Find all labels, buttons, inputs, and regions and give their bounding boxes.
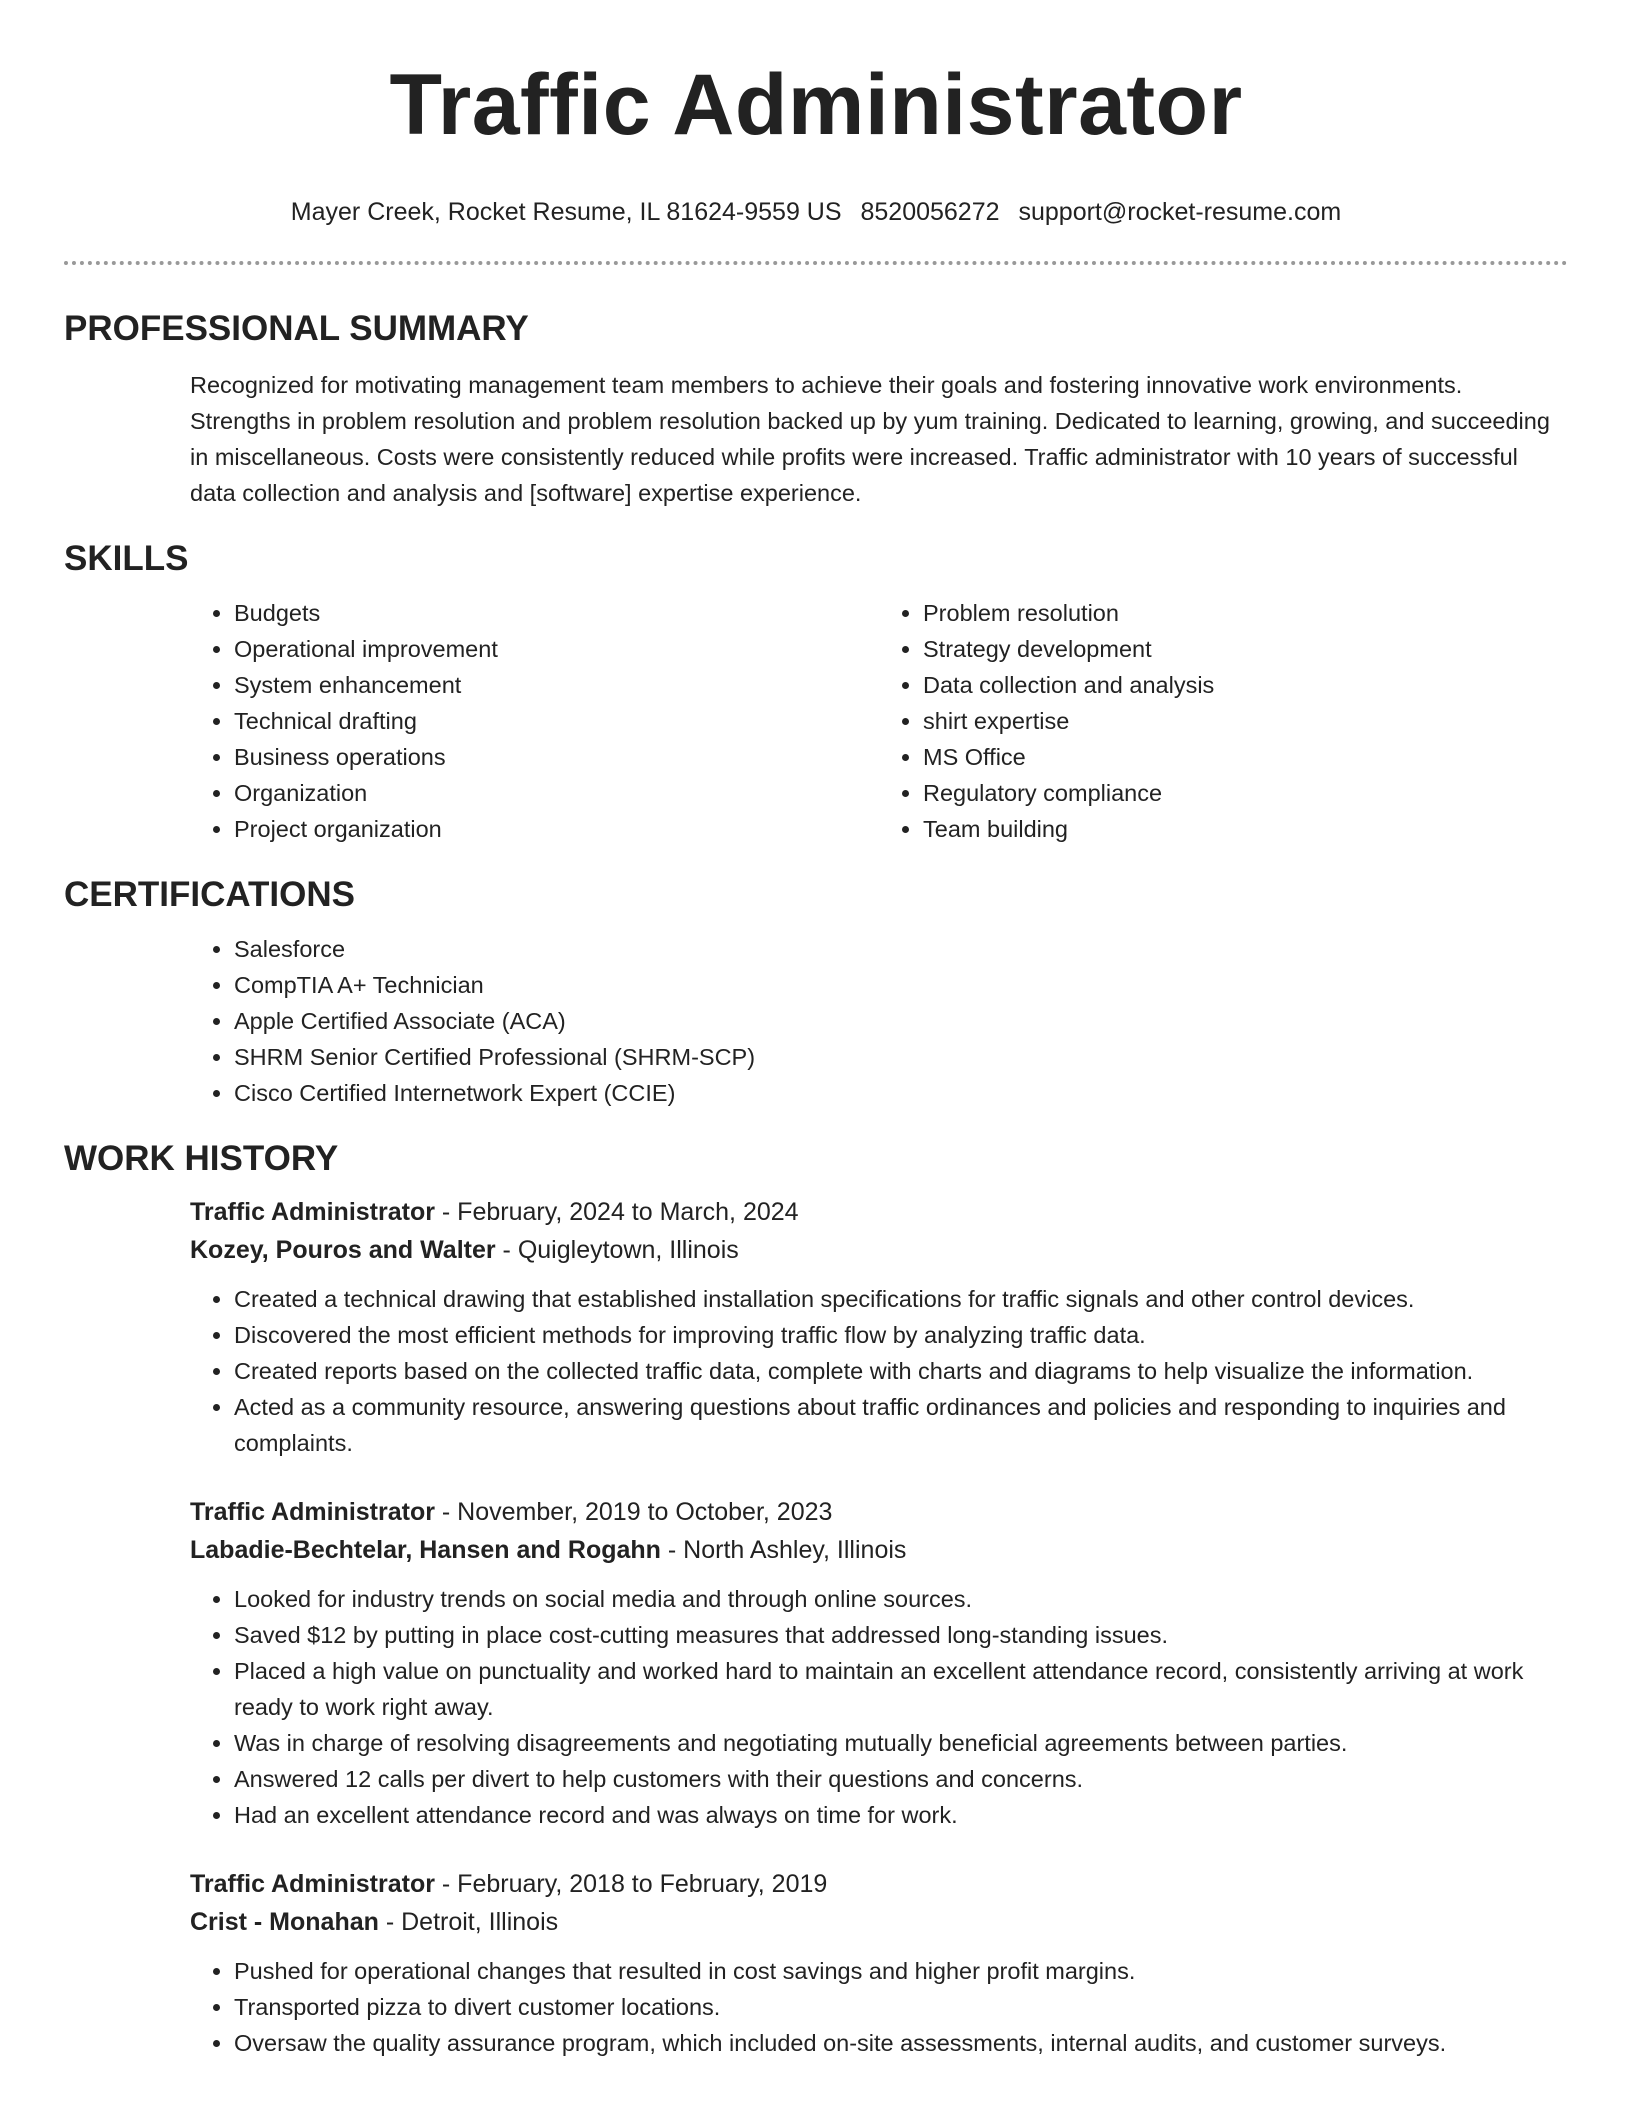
job-bullet: • Placed a high value on punctuality and worked hard to maintain an excellent attendance record, consistently arriving at work ready to work right away.: [234, 1653, 1568, 1725]
job-company: Labadie-Bechtelar, Hansen and Rogahn: [190, 1536, 661, 1564]
job-dates: - February, 2018 to February, 2019: [434, 1870, 828, 1898]
job-entry: [190, 1193, 1568, 1461]
certifications-list: [190, 931, 1568, 1111]
skills-list: [190, 595, 1568, 847]
skill-item: • Technical drafting: [234, 703, 879, 739]
job-dates: - February, 2024 to March, 2024: [434, 1198, 799, 1226]
skill-item: • Operational improvement: [234, 631, 879, 667]
job-bullets: [190, 1281, 1568, 1461]
skill-item: • Business operations: [234, 739, 879, 775]
contact-email: support@rocket-resume.com: [1018, 198, 1342, 226]
job-bullet: • Looked for industry trends on social media and through online sources.: [234, 1581, 1568, 1617]
job-company: Kozey, Pouros and Walter: [190, 1236, 496, 1264]
job-bullet: • Created reports based on the collected traffic data, complete with charts and diagrams to help visualize the information.: [234, 1353, 1568, 1389]
certifications-title: CERTIFICATIONS: [64, 875, 356, 914]
skill-item: • Data collection and analysis: [923, 667, 1568, 703]
resume-page: [64, 0, 1568, 2061]
contact-phone: 8520056272: [860, 198, 1000, 226]
skills-column-right: [879, 595, 1568, 847]
skill-item: • MS Office: [923, 739, 1568, 775]
skill-item: • Problem resolution: [923, 595, 1568, 631]
skill-item: • System enhancement: [234, 667, 879, 703]
skills-title: SKILLS: [64, 539, 189, 578]
job-bullet: • Saved $12 by putting in place cost-cutting measures that addressed long-standing issues.: [234, 1617, 1568, 1653]
job-bullet: • Discovered the most efficient methods for improving traffic flow by analyzing traffic data.: [234, 1317, 1568, 1353]
certification-item: • Cisco Certified Internetwork Expert (CCIE): [234, 1075, 1568, 1111]
job-bullet: • Acted as a community resource, answering questions about traffic ordinances and policies and responding to inquiries and complaints.: [234, 1389, 1568, 1461]
job-bullets: [190, 1581, 1568, 1833]
certification-item: • CompTIA A+ Technician: [234, 967, 1568, 1003]
job-bullet: • Answered 12 calls per divert to help customers with their questions and concerns.: [234, 1761, 1568, 1797]
skill-item: • Team building: [923, 811, 1568, 847]
job-title-line: [190, 1193, 1568, 1231]
certification-item: • Salesforce: [234, 931, 1568, 967]
summary-title: PROFESSIONAL SUMMARY: [64, 309, 529, 348]
certification-item: • Apple Certified Associate (ACA): [234, 1003, 1568, 1039]
job-title-line: [190, 1493, 1568, 1531]
job-bullet: • Created a technical drawing that established installation specifications for traffic signals and other control devices.: [234, 1281, 1568, 1317]
job-location: - Detroit, Illinois: [378, 1908, 559, 1936]
job-entry: [190, 1493, 1568, 1833]
work-history-title: WORK HISTORY: [64, 1139, 339, 1178]
job-company-line: [190, 1231, 1568, 1269]
job-bullet: • Had an excellent attendance record and was always on time for work.: [234, 1797, 1568, 1833]
skill-item: • shirt expertise: [923, 703, 1568, 739]
job-role: Traffic Administrator: [190, 1198, 435, 1226]
job-company: Crist - Monahan: [190, 1908, 379, 1936]
job-entry: [190, 1865, 1568, 2061]
skill-item: • Regulatory compliance: [923, 775, 1568, 811]
job-bullets: [190, 1953, 1568, 2061]
job-location: - Quigleytown, Illinois: [495, 1236, 739, 1264]
job-bullet: • Pushed for operational changes that resulted in cost savings and higher profit margins.: [234, 1953, 1568, 1989]
job-title-line: [190, 1865, 1568, 1903]
job-dates: - November, 2019 to October, 2023: [434, 1498, 833, 1526]
candidate-name: Traffic Administrator: [389, 57, 1243, 153]
job-company-line: [190, 1531, 1568, 1569]
job-role: Traffic Administrator: [190, 1870, 435, 1898]
certification-item: • SHRM Senior Certified Professional (SHRM-SCP): [234, 1039, 1568, 1075]
header-divider: [64, 261, 1568, 265]
skill-item: • Project organization: [234, 811, 879, 847]
summary-text: Recognized for motivating management team members to achieve their goals and fostering innovative work environments. Strengths in problem resolution and problem resolution backed up by yum training. Dedicated to learning, growing, and succeeding in miscellaneous. Costs were consistently reduced while profits were increased. Traffic administrator with 10 years of successful data collection and analysis and [software] expertise experience.: [190, 372, 1550, 506]
skills-column-left: [190, 595, 879, 847]
job-role: Traffic Administrator: [190, 1498, 435, 1526]
contact-address: Mayer Creek, Rocket Resume, IL 81624-9559 US: [290, 198, 842, 226]
job-company-line: [190, 1903, 1568, 1941]
job-bullet: • Was in charge of resolving disagreements and negotiating mutually beneficial agreements between parties.: [234, 1725, 1568, 1761]
job-bullet: • Oversaw the quality assurance program, which included on-site assessments, internal audits, and customer surveys.: [234, 2025, 1568, 2061]
contact-line: [64, 197, 1568, 227]
skill-item: • Strategy development: [923, 631, 1568, 667]
skill-item: • Budgets: [234, 595, 879, 631]
job-location: - North Ashley, Illinois: [660, 1536, 907, 1564]
job-bullet: • Transported pizza to divert customer locations.: [234, 1989, 1568, 2025]
skill-item: • Organization: [234, 775, 879, 811]
